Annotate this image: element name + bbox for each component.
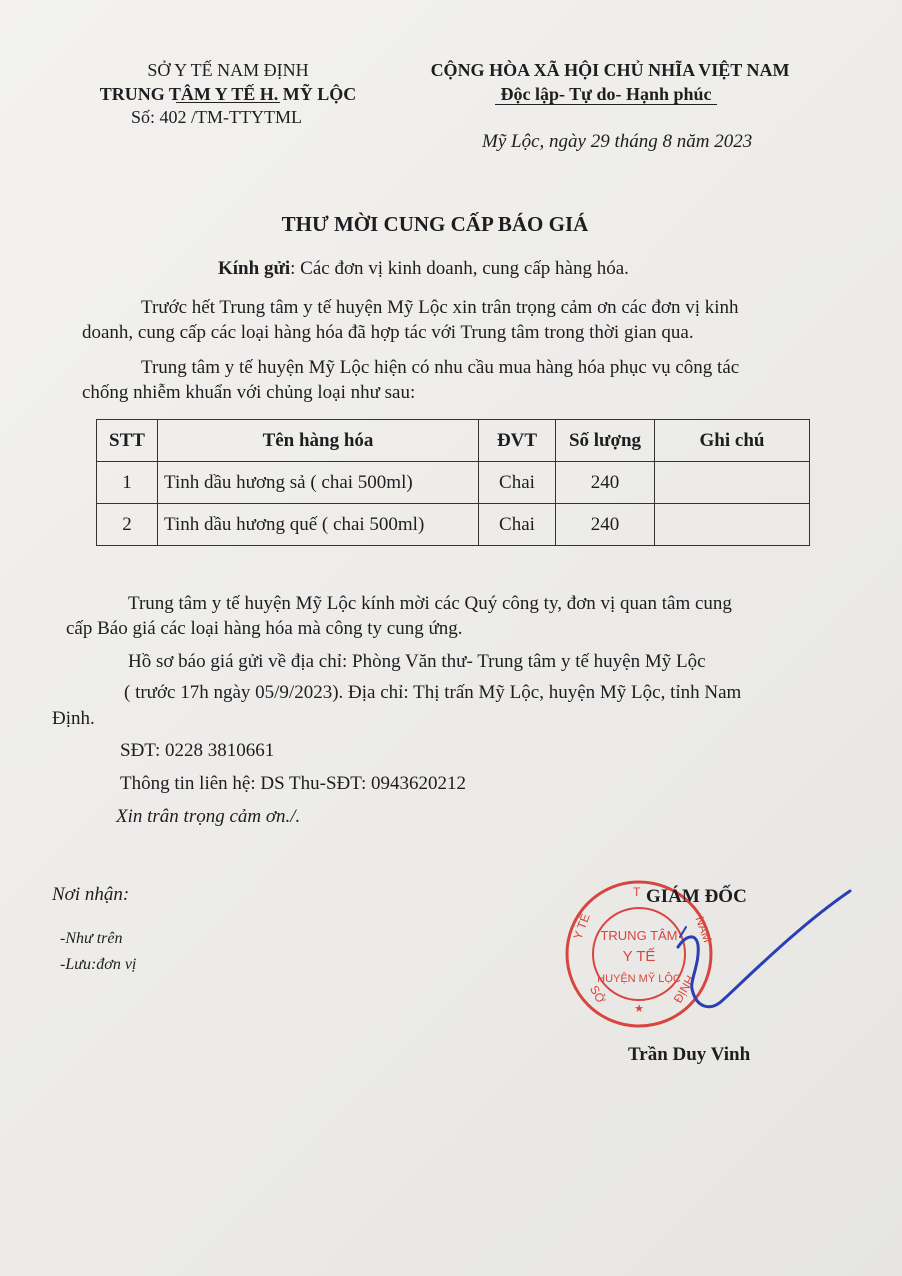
paragraph-4-line-2: ( trước 17h ngày 05/9/2023). Địa chỉ: Thị trấn Mỹ Lộc, huyện Mỹ Lộc, tỉnh Nam [124, 682, 742, 703]
header-note: Ghi chú [655, 420, 810, 462]
paragraph-1-line-1: Trước hết Trung tâm y tế huyện Mỹ Lộc xin trân trọng cảm ơn các đơn vị kinh [141, 297, 739, 318]
paragraph-4-line-1: Hồ sơ báo giá gửi về địa chỉ: Phòng Văn thư- Trung tâm y tế huyện Mỹ Lộc [128, 651, 706, 672]
motto-underline [495, 104, 717, 105]
paragraph-2-line-1: Trung tâm y tế huyện Mỹ Lộc hiện có nhu cầu mua hàng hóa phục vụ công tác [141, 357, 740, 378]
paragraph-4-line-3: Định. [52, 708, 95, 729]
addressee-label: Kính gửi [218, 258, 291, 279]
row-stt: 1 [97, 462, 158, 504]
document-number: Số: 402 /TM-TTYTML [131, 107, 302, 127]
issuing-department: SỞ Y TẾ NAM ĐỊNH [147, 60, 309, 80]
header-left-underline [176, 102, 280, 103]
signer-name: Trần Duy Vinh [628, 1044, 751, 1065]
seal-line-1: TRUNG TÂM [600, 928, 678, 943]
row-stt: 2 [97, 504, 158, 546]
row-unit: Chai [479, 504, 556, 546]
document-title: THƯ MỜI CUNG CẤP BÁO GIÁ [281, 212, 589, 236]
handwritten-signature [650, 885, 860, 1020]
row-quantity: 240 [556, 504, 655, 546]
row-note [655, 504, 810, 546]
header-item-name: Tên hàng hóa [158, 420, 479, 462]
row-quantity: 240 [556, 462, 655, 504]
seal-star-icon: ★ [634, 1003, 644, 1015]
table-header-row [97, 420, 810, 462]
table-row [97, 504, 810, 546]
addressee-text: : Các đơn vị kinh doanh, cung cấp hàng hóa. [290, 258, 629, 279]
national-motto: Độc lập- Tự do- Hạnh phúc [500, 84, 712, 104]
paragraph-2-line-2: chống nhiễm khuẩn với chủng loại như sau: [82, 382, 416, 403]
row-note [655, 462, 810, 504]
recipient-item: -Như trên [60, 930, 123, 947]
table-row [97, 462, 810, 504]
signer-position: GIÁM ĐỐC [646, 886, 747, 907]
seal-ring-text: NAM [692, 914, 715, 945]
paragraph-3-line-2: cấp Báo giá các loại hàng hóa mà công ty cung ứng. [66, 618, 463, 639]
goods-table [96, 419, 810, 546]
place-date: Mỹ Lộc, ngày 29 tháng 8 năm 2023 [482, 131, 753, 152]
contact-info: Thông tin liên hệ: DS Thu-SĐT: 0943620212 [120, 773, 466, 794]
seal-ring-text: Y TẾ [570, 911, 593, 942]
paragraph-3-line-1: Trung tâm y tế huyện Mỹ Lộc kính mời các Quý công ty, đơn vị quan tâm cung [128, 593, 732, 614]
issuing-center-name: TRUNG TÂM Y TẾ H. MỸ LỘC [99, 84, 357, 104]
row-item-name: Tinh dầu hương sả ( chai 500ml) [158, 462, 479, 504]
seal-ring-text: ĐỊNH [670, 973, 698, 1006]
addressee [218, 258, 629, 280]
closing-thanks: Xin trân trọng cảm ơn./. [116, 806, 301, 827]
seal-line-3: HUYỆN MỸ LỘC [597, 973, 681, 985]
row-item-name: Tinh dầu hương quế ( chai 500ml) [158, 504, 479, 546]
office-phone: SĐT: 0228 3810661 [120, 740, 275, 761]
header-stt: STT [97, 420, 158, 462]
recipient-item: -Lưu:đơn vị [60, 956, 137, 973]
national-title: CỘNG HÒA XÃ HỘI CHỦ NHĨA VIỆT NAM [430, 60, 790, 80]
header-unit: ĐVT [479, 420, 556, 462]
seal-ring-text: T [633, 885, 641, 899]
row-unit: Chai [479, 462, 556, 504]
seal-line-2: Y TẾ [622, 948, 656, 965]
recipients-label: Nơi nhận: [52, 884, 130, 905]
seal-ring-text: SỞ [586, 983, 609, 1006]
paragraph-1-line-2: doanh, cung cấp các loại hàng hóa đã hợp tác với Trung tâm trong thời gian qua. [82, 322, 694, 343]
header-quantity: Số lượng [556, 420, 655, 462]
